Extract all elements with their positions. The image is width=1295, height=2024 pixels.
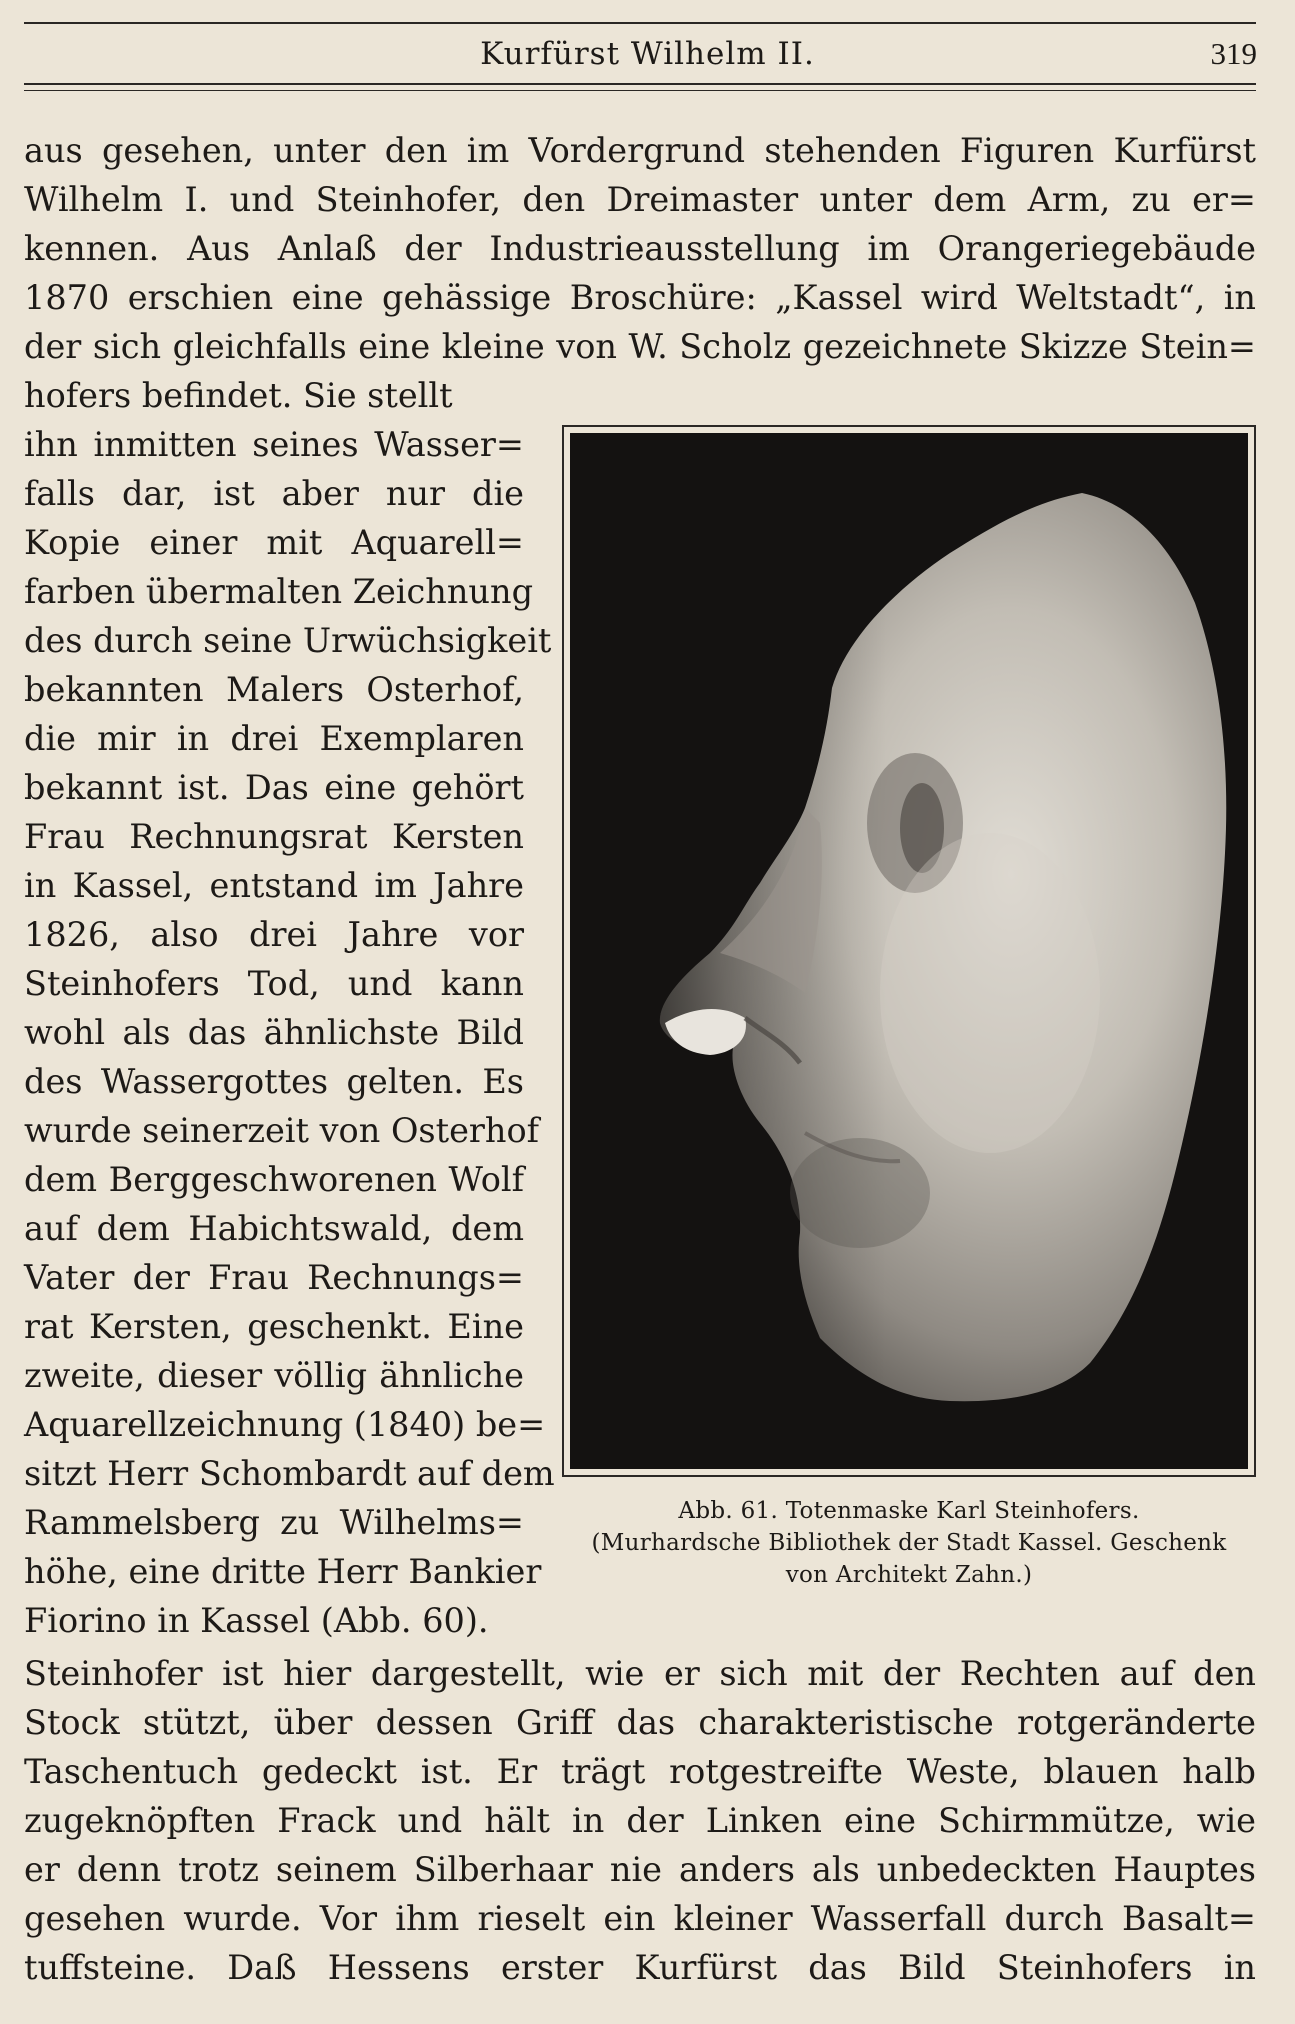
text-line: des durch seine Urwüchsigkeit <box>24 621 552 660</box>
text-line: hofers befindet. Sie stellt <box>24 376 453 415</box>
text-line: Fiorino in Kassel (Abb. 60). <box>24 1601 489 1640</box>
page-number: 319 <box>1210 36 1257 71</box>
figure-caption-source-cont: von Architekt Zahn.) <box>785 1562 1033 1588</box>
text-line: Aquarellzeichnung (1840) be= <box>24 1405 546 1444</box>
text-line: die mir in drei Exemplaren <box>24 719 524 758</box>
text-line: ihn inmitten seines Wasser= <box>24 425 524 464</box>
text-line: auf dem Habichtswald, dem <box>24 1209 524 1248</box>
text-line: der sich gleichfalls eine kleine von W. Scholz gezeichnete Skizze Stein= <box>24 327 1256 366</box>
text-line: rat Kersten, geschenkt. Eine <box>24 1307 524 1346</box>
text-line: Stock stützt, über dessen Griff das charakteristische rotgeränderte <box>24 1703 1256 1742</box>
death-mask-image <box>570 433 1248 1469</box>
text-line: farben übermalten Zeichnung <box>24 572 534 611</box>
text-line: 1870 erschien eine gehässige Broschüre: „Kassel wird Weltstadt“, in <box>24 278 1256 317</box>
text-line: bekannten Malers Osterhof, <box>24 670 524 709</box>
text-line: Kopie einer mit Aquarell= <box>24 523 524 562</box>
text-line: wohl als das ähnlichste Bild <box>24 1013 524 1052</box>
text-line: Frau Rechnungsrat Kersten <box>24 817 524 856</box>
text-line: zweite, dieser völlig ähnliche <box>24 1356 524 1395</box>
text-line: gesehen wurde. Vor ihm rieselt ein kleiner Wasserfall durch Basalt= <box>24 1899 1256 1938</box>
figure-caption-title: Abb. 61. Totenmaske Karl Steinhofers. <box>678 1498 1140 1524</box>
text-line: Rammelsberg zu Wilhelms= <box>24 1503 524 1542</box>
text-line: höhe, eine dritte Herr Bankier <box>24 1552 542 1591</box>
text-line: Taschentuch gedeckt ist. Er trägt rotgestreifte Weste, blauen halb <box>24 1752 1256 1791</box>
header-rule-bottom-thin <box>24 90 1256 91</box>
running-title: Kurfürst Wilhelm II. <box>480 36 815 72</box>
header-rule-bottom <box>24 83 1256 85</box>
text-line: sitzt Herr Schombardt auf dem <box>24 1454 555 1493</box>
text-line: 1826, also drei Jahre vor <box>24 915 524 954</box>
text-line: in Kassel, entstand im Jahre <box>24 866 524 905</box>
text-line: wurde seinerzeit von Osterhof <box>24 1111 540 1150</box>
text-line: er denn trotz seinem Silberhaar nie anders als unbedeckten Hauptes <box>24 1850 1256 1889</box>
header-rule-top <box>24 22 1256 24</box>
text-line: dem Berggeschworenen Wolf <box>24 1160 524 1199</box>
text-line: Steinhofer ist hier dargestellt, wie er sich mit der Rechten auf den <box>24 1654 1256 1693</box>
text-line: kennen. Aus Anlaß der Industrieausstellung im Orangeriegebäude <box>24 229 1256 268</box>
figure-frame <box>562 425 1256 1477</box>
text-line: des Wassergottes gelten. Es <box>24 1062 524 1101</box>
text-line: Vater der Frau Rechnungs= <box>24 1258 524 1297</box>
death-mask-photo <box>570 433 1248 1469</box>
text-line: aus gesehen, unter den im Vordergrund stehenden Figuren Kurfürst <box>24 131 1256 170</box>
text-line: Wilhelm I. und Steinhofer, den Dreimaster unter dem Arm, zu er= <box>24 180 1256 219</box>
text-line: Steinhofers Tod, und kann <box>24 964 524 1003</box>
text-line: zugeknöpften Frack und hält in der Linken eine Schirmmütze, wie <box>24 1801 1256 1840</box>
figure-caption-source: (Murhardsche Bibliothek der Stadt Kassel. Geschenk <box>591 1530 1227 1556</box>
text-line: tuffsteine. Daß Hessens erster Kurfürst das Bild Steinhofers in <box>24 1948 1256 1987</box>
text-line: falls dar, ist aber nur die <box>24 474 524 513</box>
text-line: bekannt ist. Das eine gehört <box>24 768 524 807</box>
